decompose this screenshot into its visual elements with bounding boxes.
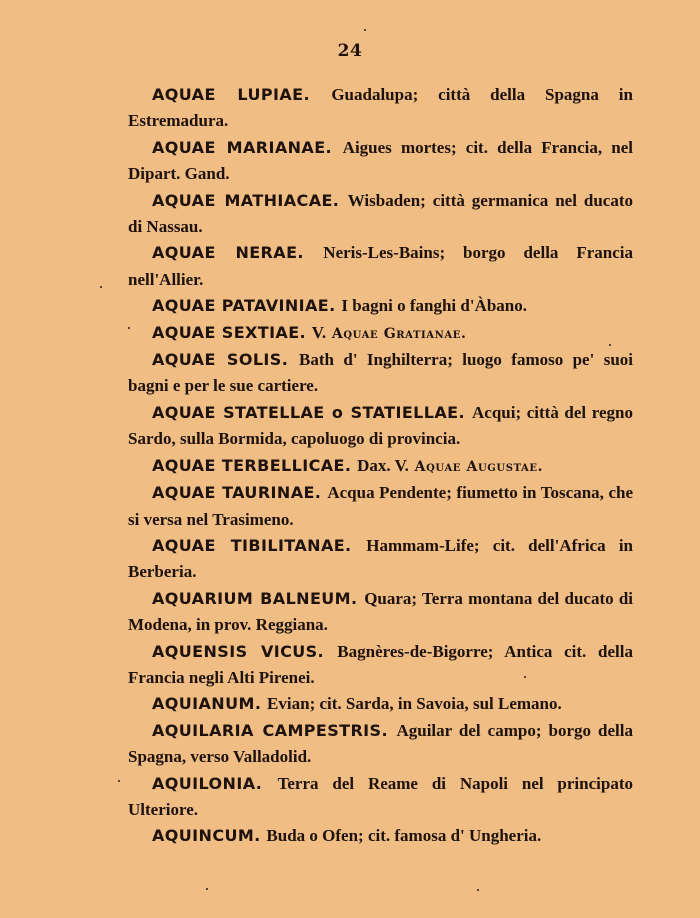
entry-cross-reference: Aquae Augustae. <box>414 458 544 475</box>
entry <box>128 639 633 692</box>
entry-headword: AQUAE SEXTIAE. <box>152 322 307 342</box>
entry-description: Acqui; città del regno Sardo, sulla Bormida, capoluogo di provincia. <box>128 402 633 449</box>
entry-headword: AQUIANUM. <box>152 694 262 714</box>
print-speck <box>609 344 611 346</box>
entry-headword: AQUILARIA CAMPESTRIS. <box>152 720 388 740</box>
entry <box>128 82 633 135</box>
entry <box>128 771 633 824</box>
entry-headword: AQUAE LUPIAE. <box>152 85 310 104</box>
print-speck <box>524 676 526 678</box>
entry <box>128 320 633 347</box>
entry <box>128 293 633 319</box>
print-speck <box>477 889 479 891</box>
dictionary-entries <box>128 82 633 850</box>
print-speck <box>364 29 366 31</box>
entry-description: Bath d' Inghilterra; luogo famoso pe' suoi bagni e per le sue cartiere. <box>128 350 633 396</box>
entry <box>128 240 633 293</box>
entry <box>128 453 633 480</box>
entry-headword: AQUAE STATELLAE o STATIELLAE. <box>152 402 465 422</box>
entry-description: Hammam-Life; cit. dell'Africa in Berberia. <box>128 535 633 582</box>
entry-headword: AQUAE TERBELLICAE. <box>152 455 352 475</box>
entry-description: Buda o Ofen; cit. famosa d' Ungheria. <box>266 826 542 846</box>
page-number: 24 <box>337 41 363 61</box>
print-speck <box>118 780 120 782</box>
entry-description: Bagnères-de-Bigorre; Antica cit. della Francia negli Alti Pirenei. <box>128 641 633 687</box>
print-speck <box>206 888 208 890</box>
entry-description: I bagni o fanghi d'Àbano. <box>341 296 528 316</box>
entry-description: Wisbaden; città germanica nel ducato di Nassau. <box>128 190 633 237</box>
entry <box>128 188 633 241</box>
entry-description: Aguilar del campo; borgo della Spagna, verso Valladolid. <box>128 720 633 767</box>
entry <box>128 691 633 717</box>
entry-description: Quara; Terra montana del ducato di Modena, in prov. Reggiana. <box>128 588 634 635</box>
entry-description: Aigues mortes; cit. della Francia, nel Dipart. Gand. <box>128 137 633 184</box>
entry-description: Evian; cit. Sarda, in Savoia, sul Lemano. <box>267 694 562 714</box>
entry-description: V. <box>311 322 327 342</box>
print-speck <box>128 327 130 329</box>
entry-headword: AQUINCUM. <box>152 826 261 846</box>
entry-headword: AQUAE TAURINAE. <box>152 483 322 503</box>
entry <box>128 823 633 849</box>
entry-headword: AQUAE NERAE. <box>152 243 304 263</box>
entry <box>128 480 633 533</box>
entry <box>128 400 633 453</box>
entry <box>128 347 633 400</box>
entry-headword: AQUILONIA. <box>152 773 263 793</box>
entry-cross-reference: Aquae Gratianae. <box>331 325 467 342</box>
entry-headword: AQUAE TIBILITANAE. <box>152 535 352 555</box>
entry <box>128 533 633 586</box>
entry-headword: AQUAE MARIANAE. <box>152 137 333 157</box>
entry-description: Dax. V. <box>357 455 409 475</box>
entry-description: Acqua Pendente; fiumetto in Toscana, che si versa nel Trasimeno. <box>128 483 634 529</box>
entry-headword: AQUAE SOLIS. <box>152 350 289 370</box>
entry-headword: AQUAE MATHIACAE. <box>152 190 340 210</box>
entry <box>128 718 633 771</box>
entry-headword: AQUARIUM BALNEUM. <box>152 588 358 608</box>
entry-description: Guadalupa; città della Spagna in Estremadura. <box>128 85 633 131</box>
entry-headword: AQUENSIS VICUS. <box>152 641 325 661</box>
entry-headword: AQUAE PATAVINIAE. <box>152 296 336 316</box>
entry-description: Neris-Les-Bains; borgo della Francia nell'Allier. <box>128 243 633 289</box>
entry <box>128 135 633 188</box>
print-speck <box>100 286 102 288</box>
entry <box>128 586 633 639</box>
entry-description: Terra del Reame di Napoli nel principato Ulteriore. <box>128 773 633 819</box>
